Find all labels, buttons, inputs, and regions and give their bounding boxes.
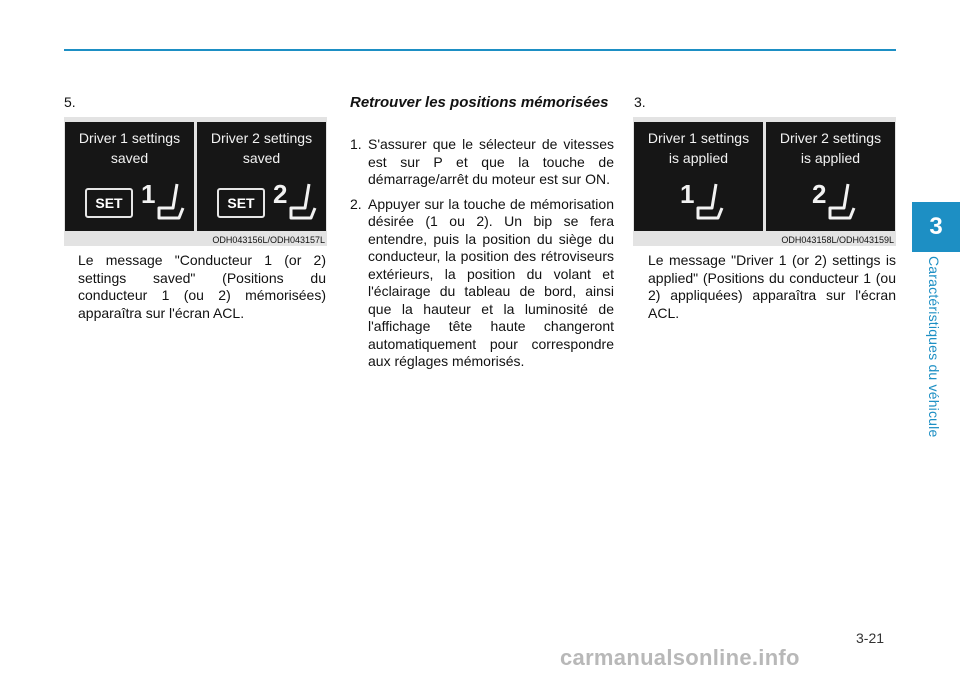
steps-list bbox=[350, 136, 614, 378]
screen-line1: Driver 2 settings bbox=[779, 130, 882, 146]
left-step-number: 5. bbox=[64, 94, 76, 110]
page-number: 3-21 bbox=[856, 630, 885, 646]
seat-memory-2-icon bbox=[810, 178, 860, 224]
item-text: S'assurer que le sélecteur de vitesses est sur P et que la touche de démarrage/arrêt du moteur est sur ON. bbox=[368, 136, 614, 187]
item-text: Appuyer sur la touche de mémorisation désirée (1 ou 2). Un bip se fera entendre, puis la position du siège du conducteur, la position des rétroviseurs extérieurs, la position du volant et l'éclairage du tableau de bord, ainsi que la hauteur et la luminosité de l'affichage tête haute changeront automatiquement pour correspondre aux réglages mémorisés. bbox=[368, 195, 614, 369]
right-step-number: 3. bbox=[634, 94, 646, 110]
figure-code: ODH043156L/ODH043157L bbox=[212, 235, 325, 245]
list-item bbox=[350, 136, 614, 189]
screen-line2: is applied bbox=[668, 150, 729, 166]
left-paragraph: Le message "Conducteur 1 (or 2) settings saved" (Positions du conducteur 1 (ou 2) mémorisées) apparaîtra sur l'écran ACL. bbox=[78, 252, 326, 321]
set-button-label: SET bbox=[85, 188, 133, 218]
right-paragraph: Le message "Driver 1 (or 2) settings is applied" (Positions du conducteur 1 (ou 2) appliquées) apparaîtra sur l'écran ACL. bbox=[648, 252, 896, 321]
screen-driver1-saved bbox=[65, 122, 194, 231]
screen-line1: Driver 1 settings bbox=[647, 130, 750, 146]
screen-driver1-applied bbox=[634, 122, 763, 231]
seat-digit: 1 bbox=[141, 179, 156, 209]
list-item bbox=[350, 196, 614, 371]
chapter-number-tab: 3 bbox=[912, 202, 960, 252]
seat-memory-2-icon bbox=[271, 178, 321, 224]
right-figure bbox=[633, 117, 896, 246]
screen-driver2-applied bbox=[766, 122, 895, 231]
screen-driver2-saved bbox=[197, 122, 326, 231]
item-number: 2. bbox=[350, 195, 362, 212]
screen-line2: saved bbox=[110, 150, 149, 166]
seat-digit: 2 bbox=[273, 179, 288, 209]
seat-memory-1-icon bbox=[678, 178, 728, 224]
figure-code: ODH043158L/ODH043159L bbox=[781, 235, 894, 245]
screen-line2: is applied bbox=[800, 150, 861, 166]
screen-line2: saved bbox=[242, 150, 281, 166]
screen-line1: Driver 2 settings bbox=[210, 130, 313, 146]
set-button-label: SET bbox=[217, 188, 265, 218]
watermark: carmanualsonline.info bbox=[560, 645, 800, 670]
item-number: 1. bbox=[350, 136, 362, 152]
section-title: Retrouver les positions mémorisées bbox=[350, 94, 609, 111]
left-figure bbox=[64, 117, 327, 246]
chapter-title: Caractéristiques du véhicule bbox=[926, 256, 942, 438]
seat-digit: 2 bbox=[812, 179, 827, 209]
header-rule bbox=[64, 49, 896, 51]
screen-line1: Driver 1 settings bbox=[78, 130, 181, 146]
seat-memory-1-icon bbox=[139, 178, 189, 224]
seat-digit: 1 bbox=[680, 179, 695, 209]
